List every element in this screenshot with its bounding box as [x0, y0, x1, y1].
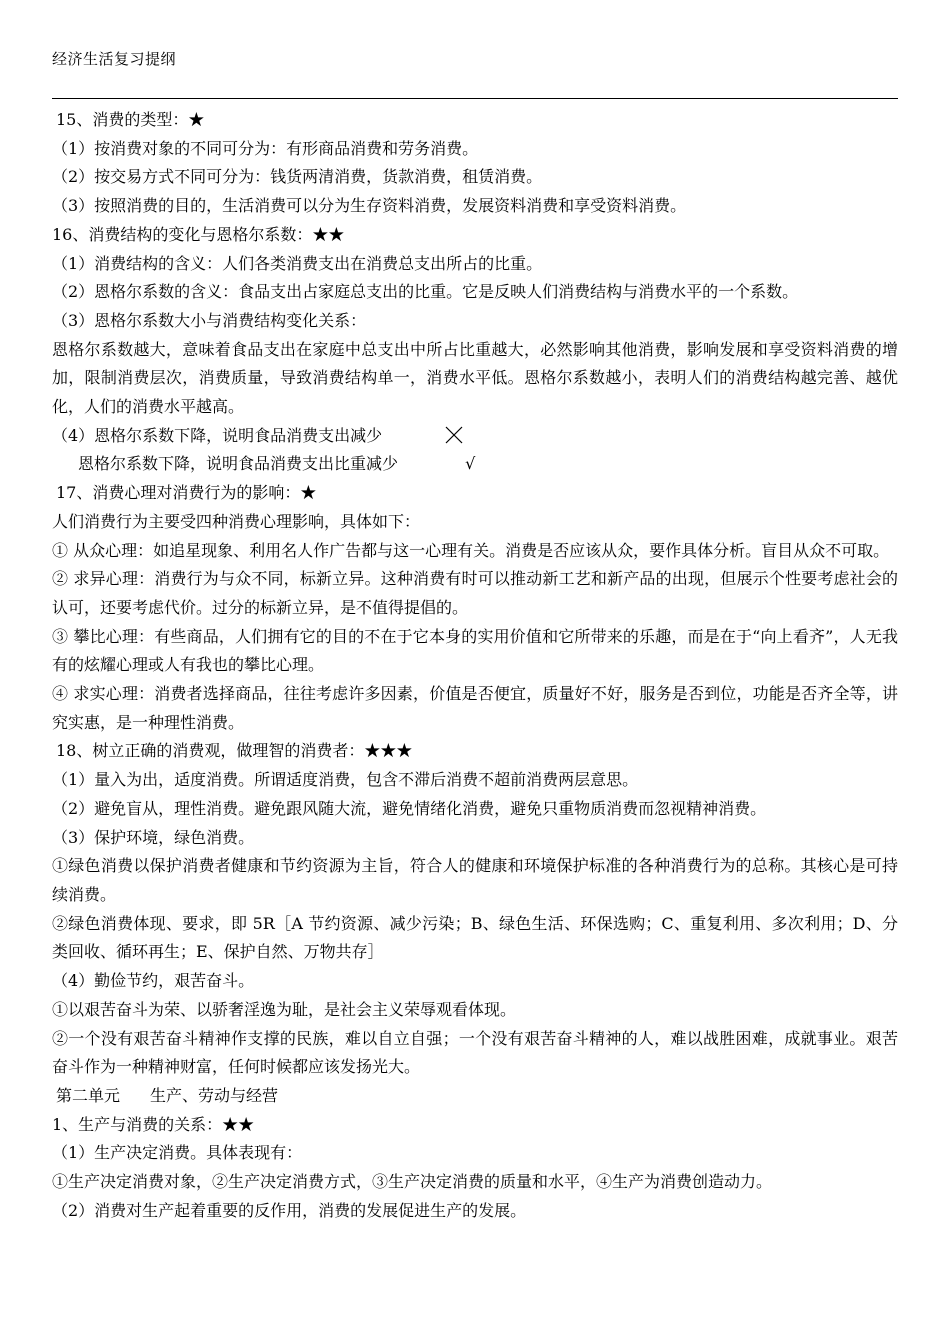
- paragraph: （4）勤俭节约，艰苦奋斗。: [52, 971, 255, 991]
- paragraph: ②一个没有艰苦奋斗精神作支撑的民族，难以自立自强；一个没有艰苦奋斗精神的人，难以战胜困难，成就事业。艰苦奋斗作为一种精神财富，任何时候都应该发扬光大。: [52, 1028, 898, 1077]
- paragraph: （2）恩格尔系数的含义：食品支出占家庭总支出的比重。它是反映人们消费结构与消费水平的一个系数。: [52, 282, 799, 302]
- paragraph: ②绿色消费体现、要求，即 5R［A 节约资源、减少污染；B、绿色生活、环保选购；C、重复利用、多次利用；D、分类回收、循环再生；E、保护自然、万物共存］: [52, 913, 898, 962]
- paragraph: ①以艰苦奋斗为荣、以骄奢淫逸为耻，是社会主义荣辱观看体现。: [52, 999, 517, 1019]
- paragraph: 人们消费行为主要受四种消费心理影响，具体如下：: [52, 511, 421, 531]
- paragraph: ① 从众心理：如追星现象、利用名人作广告都与这一心理有关。消费是否应该从众，要作具体分析。盲目从众不可取。: [52, 540, 890, 560]
- paragraph: （1）生产决定消费。具体表现有：: [52, 1143, 303, 1163]
- statement-correct: [52, 450, 898, 479]
- unit-heading: [52, 1082, 898, 1111]
- paragraph: （2）按交易方式不同可分为：钱货两清消费，货款消费，租赁消费。: [52, 167, 543, 187]
- paragraph: （3）保护环境，绿色消费。: [52, 827, 255, 847]
- paragraph: ①生产决定消费对象，②生产决定消费方式，③生产决定消费的质量和水平，④生产为消费创造动力。: [52, 1172, 773, 1192]
- check-mark: √: [465, 454, 476, 474]
- statement-wrong: [52, 422, 898, 451]
- heading-17: 17、消费心理对消费行为的影响：★: [56, 483, 317, 503]
- document-body: [52, 106, 898, 1225]
- paragraph: ④ 求实心理：消费者选择商品，往往考虑许多因素，价值是否便宜，质量好不好，服务是否到位，功能是否齐全等，讲究实惠，是一种理性消费。: [52, 684, 898, 732]
- cross-mark-icon: [445, 422, 463, 451]
- paragraph: （1）量入为出，适度消费。所谓适度消费，包含不滞后消费不超前消费两层意思。: [52, 770, 639, 790]
- paragraph: （3）按照消费的目的，生活消费可以分为生存资料消费，发展资料消费和享受资料消费。: [52, 196, 687, 216]
- heading-1: 1、生产与消费的关系：★★: [52, 1114, 255, 1134]
- statement-text: 恩格尔系数下降，说明食品消费支出比重减少: [78, 454, 399, 474]
- paragraph: （1）消费结构的含义：人们各类消费支出在消费总支出所占的比重。: [52, 253, 543, 273]
- heading-18: 18、树立正确的消费观，做理智的消费者：★★★: [56, 741, 413, 761]
- paragraph: ①绿色消费以保护消费者健康和节约资源为主旨，符合人的健康和环境保护标准的各种消费行为的总称。其核心是可持续消费。: [52, 856, 898, 904]
- statement-text: （4）恩格尔系数下降，说明食品消费支出减少: [52, 425, 383, 445]
- unit-number: 第二单元: [56, 1085, 121, 1105]
- header-rule: [52, 98, 898, 99]
- paragraph: （1）按消费对象的不同可分为：有形商品消费和劳务消费。: [52, 138, 479, 158]
- page-header-title: 经济生活复习提纲: [52, 50, 177, 68]
- paragraph: （2）消费对生产起着重要的反作用，消费的发展促进生产的发展。: [52, 1200, 527, 1220]
- paragraph: ② 求异心理：消费行为与众不同，标新立异。这种消费有时可以推动新工艺和新产品的出现，但展示个性要考虑社会的认可，还要考虑代价。过分的标新立异，是不值得提倡的。: [52, 569, 898, 617]
- paragraph: （3）恩格尔系数大小与消费结构变化关系：: [52, 310, 367, 330]
- unit-title: 生产、劳动与经营: [150, 1085, 279, 1105]
- heading-16: 16、消费结构的变化与恩格尔系数：★★: [52, 224, 345, 244]
- heading-15: 15、消费的类型：★: [56, 110, 205, 129]
- paragraph: 恩格尔系数越大，意味着食品支出在家庭中总支出中所占比重越大，必然影响其他消费，影响发展和享受资料消费的增加，限制消费层次，消费质量，导致消费结构单一，消费水平低。恩格尔系数越小，表明人们的消费结构越完善、越优化，人们的消费水平越高。: [52, 339, 898, 417]
- paragraph: ③ 攀比心理：有些商品，人们拥有它的目的不在于它本身的实用价值和它所带来的乐趣，而是在于“向上看齐”，人无我有的炫耀心理或人有我也的攀比心理。: [52, 626, 898, 675]
- paragraph: （2）避免盲从，理性消费。避免跟风随大流，避免情绪化消费，避免只重物质消费而忽视精神消费。: [52, 798, 767, 818]
